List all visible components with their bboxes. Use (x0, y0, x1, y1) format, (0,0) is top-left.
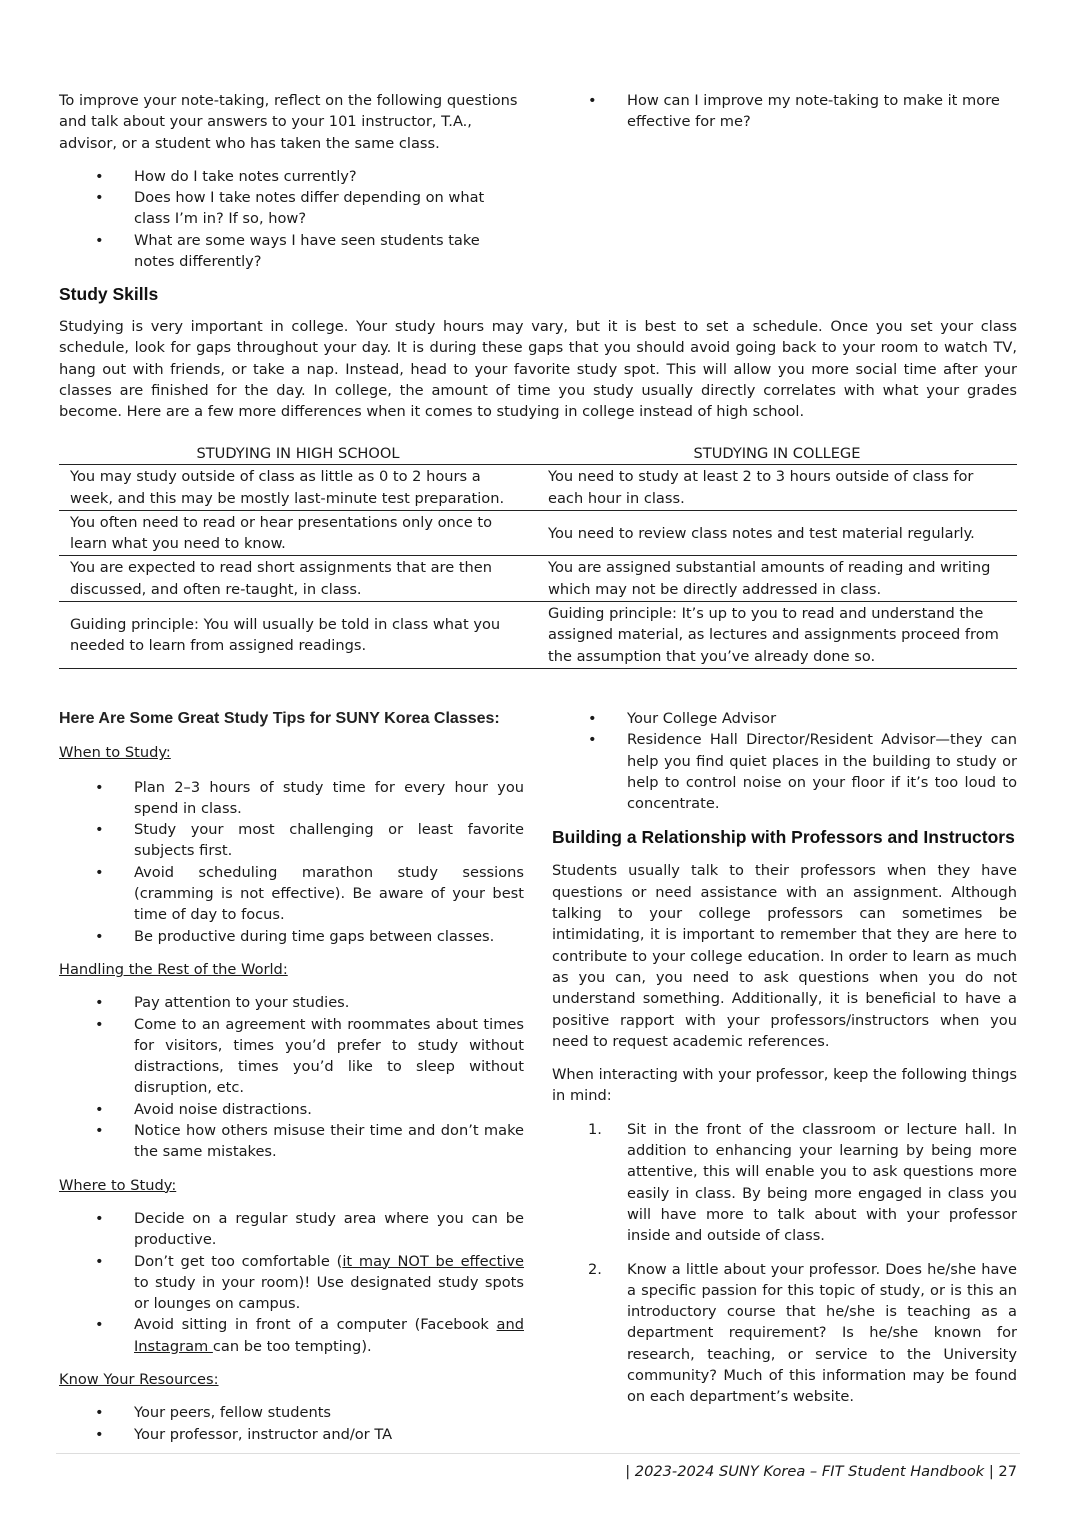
list-item (552, 1119, 1017, 1247)
table-cell: You need to review class notes and test material regularly. (537, 510, 1017, 556)
list-item: • Come to an agreement with roommates about times for visitors, times you’d prefer to study without distractions, times you’d like to sleep without disruption, etc. (59, 1014, 524, 1099)
note-questions-list-continued (552, 90, 1017, 133)
list-number: 1. (588, 1120, 602, 1138)
list-item: • Pay attention to your studies. (59, 992, 524, 1013)
professor-tips-list (552, 1119, 1017, 1408)
list-item: • Notice how others misuse their time and don’t make the same mistakes. (59, 1120, 524, 1163)
list-item-text: Don’t get too comfortable ( (134, 1252, 343, 1270)
list-item: • Avoid scheduling marathon study sessions (cramming is not effective). Be aware of your best time of day to focus. (59, 862, 524, 926)
list-item (59, 1251, 524, 1315)
list-item: • Your peers, fellow students (59, 1402, 524, 1423)
list-number: 2. (588, 1260, 602, 1278)
list-item: • What are some ways I have seen students take notes differently? (59, 230, 524, 273)
study-skills-heading: Study Skills (59, 284, 159, 304)
table-cell: You need to study at least 2 to 3 hours outside of class for each hour in class. (537, 465, 1017, 511)
resources-subheading: Know Your Resources: (59, 1371, 219, 1389)
resources-list-continued (552, 708, 1017, 814)
intro-left-column (59, 90, 524, 272)
list-item: • How do I take notes currently? (59, 166, 524, 187)
where-to-study-list (59, 1208, 524, 1357)
list-item-text: Avoid sitting in front of a computer (Facebook (134, 1316, 497, 1334)
list-item-text: Know a little about your professor. Does he/she have a specific passion for this topic of study, or is this an introductory course that he/she is teaching as a department requirement? Is he/she known for research, teaching, or service to the University community? Much of this information may be found on each department’s website. (627, 1260, 1017, 1406)
intro-right-column (552, 90, 1017, 133)
study-tips-heading: Here Are Some Great Study Tips for SUNY Korea Classes: (59, 710, 500, 727)
list-item: • Does how I take notes differ depending on what class I’m in? If so, how? (59, 187, 524, 230)
intro-paragraph: To improve your note-taking, reflect on the following questions and talk about your answers to your 101 instructor, T.A., advisor, or a student who has taken the same class. (59, 92, 518, 152)
list-item (59, 1314, 524, 1357)
list-item: • Plan 2–3 hours of study time for every hour you spend in class. (59, 777, 524, 820)
list-item-text: Sit in the front of the classroom or lecture hall. In addition to enhancing your learning by being more attentive, this will enable you to ask questions more easily in class. By being more engaged in class you will have more to talk about with your professor inside and outside of class. (627, 1120, 1017, 1245)
list-item: • Decide on a regular study area where you can be productive. (59, 1208, 524, 1251)
tips-right-column (552, 708, 1017, 1408)
relationship-paragraph: Students usually talk to their professors when they have questions or need assistance with an assignment. Although talking to your college professors can sometimes be intimidating, it is important to remember that they are here to contribute to your college education. In order to learn as much as you can, you need to ask questions when you do not understand something. Additionally, it is beneficial to have a positive rapport with your professors/instructors when you need to request academic references. (552, 862, 1017, 1050)
list-item: • Residence Hall Director/Resident Advisor—they can help you find quiet places in the building to study or help to control noise on your floor if it’s too loud to concentrate. (552, 729, 1017, 814)
table-header-high-school: STUDYING IN HIGH SCHOOL (59, 443, 537, 465)
where-to-study-subheading: Where to Study: (59, 1176, 177, 1194)
table-cell: Guiding principle: It’s up to you to read and understand the assigned material, as lectures and assignments proceed from the assumption that you’ve already done so. (537, 602, 1017, 669)
footer-separator: | (625, 1463, 631, 1480)
when-to-study-list (59, 777, 524, 947)
relationship-heading: Building a Relationship with Professors and Instructors (552, 827, 1015, 848)
table-row (59, 465, 1017, 511)
footer-rule (56, 1453, 1020, 1454)
page-footer (625, 1461, 1017, 1482)
table-header-college: STUDYING IN COLLEGE (537, 443, 1017, 465)
table-cell: Guiding principle: You will usually be told in class what you needed to learn from assigned readings. (59, 602, 537, 669)
list-item: • Your professor, instructor and/or TA (59, 1424, 524, 1445)
list-item-text: to study in your room)! Use designated study spots or lounges on campus. (134, 1273, 524, 1313)
comparison-table (59, 443, 1017, 669)
table-row (59, 602, 1017, 669)
list-item-text: can be too tempting). (212, 1337, 372, 1355)
list-item: • Your College Advisor (552, 708, 1017, 729)
comparison-table-container (59, 443, 1017, 669)
interaction-intro-paragraph: When interacting with your professor, keep the following things in mind: (552, 1066, 1017, 1105)
handling-world-list (59, 992, 524, 1162)
table-cell: You are assigned substantial amounts of reading and writing which may not be directly addressed in class. (537, 556, 1017, 602)
tips-left-column (59, 708, 524, 1445)
page-number: | 27 (988, 1463, 1017, 1480)
table-cell: You may study outside of class as little as 0 to 2 hours a week, and this may be mostly last-minute test preparation. (59, 465, 537, 511)
study-skills-paragraph: Studying is very important in college. Your study hours may vary, but it is best to set a schedule. Once you set your class schedule, look for gaps throughout your day. It is during these gaps that you should avoid going back to your room to watch TV, hang out with friends, or take a nap. Instead, head to your favorite study spot. This will allow you more social time after your classes are finished for the day. In college, the amount of time you study usually directly correlates with what your grades become. Here are a few more differences when it comes to studying in college instead of high school. (59, 318, 1017, 421)
list-item (552, 1259, 1017, 1408)
table-cell: You often need to read or hear presentations only once to learn what you need to know. (59, 510, 537, 556)
list-item: • Avoid noise distractions. (59, 1099, 524, 1120)
resources-list (59, 1402, 524, 1445)
handling-world-subheading: Handling the Rest of the World: (59, 960, 288, 978)
table-cell: You are expected to read short assignments that are then discussed, and often re-taught, in class. (59, 556, 537, 602)
list-item: • How can I improve my note-taking to make it more effective for me? (552, 90, 1017, 133)
note-questions-list (59, 166, 524, 272)
underlined-phrase: it may NOT be effective (342, 1252, 524, 1270)
table-row (59, 556, 1017, 602)
list-item: • Be productive during time gaps between classes. (59, 926, 524, 947)
when-to-study-subheading: When to Study: (59, 744, 171, 762)
underlined-phrase: and Instagram (134, 1316, 524, 1355)
table-row (59, 510, 1017, 556)
list-item: • Study your most challenging or least favorite subjects first. (59, 819, 524, 862)
handbook-title: 2023-2024 SUNY Korea – FIT Student Handbook (634, 1463, 985, 1480)
